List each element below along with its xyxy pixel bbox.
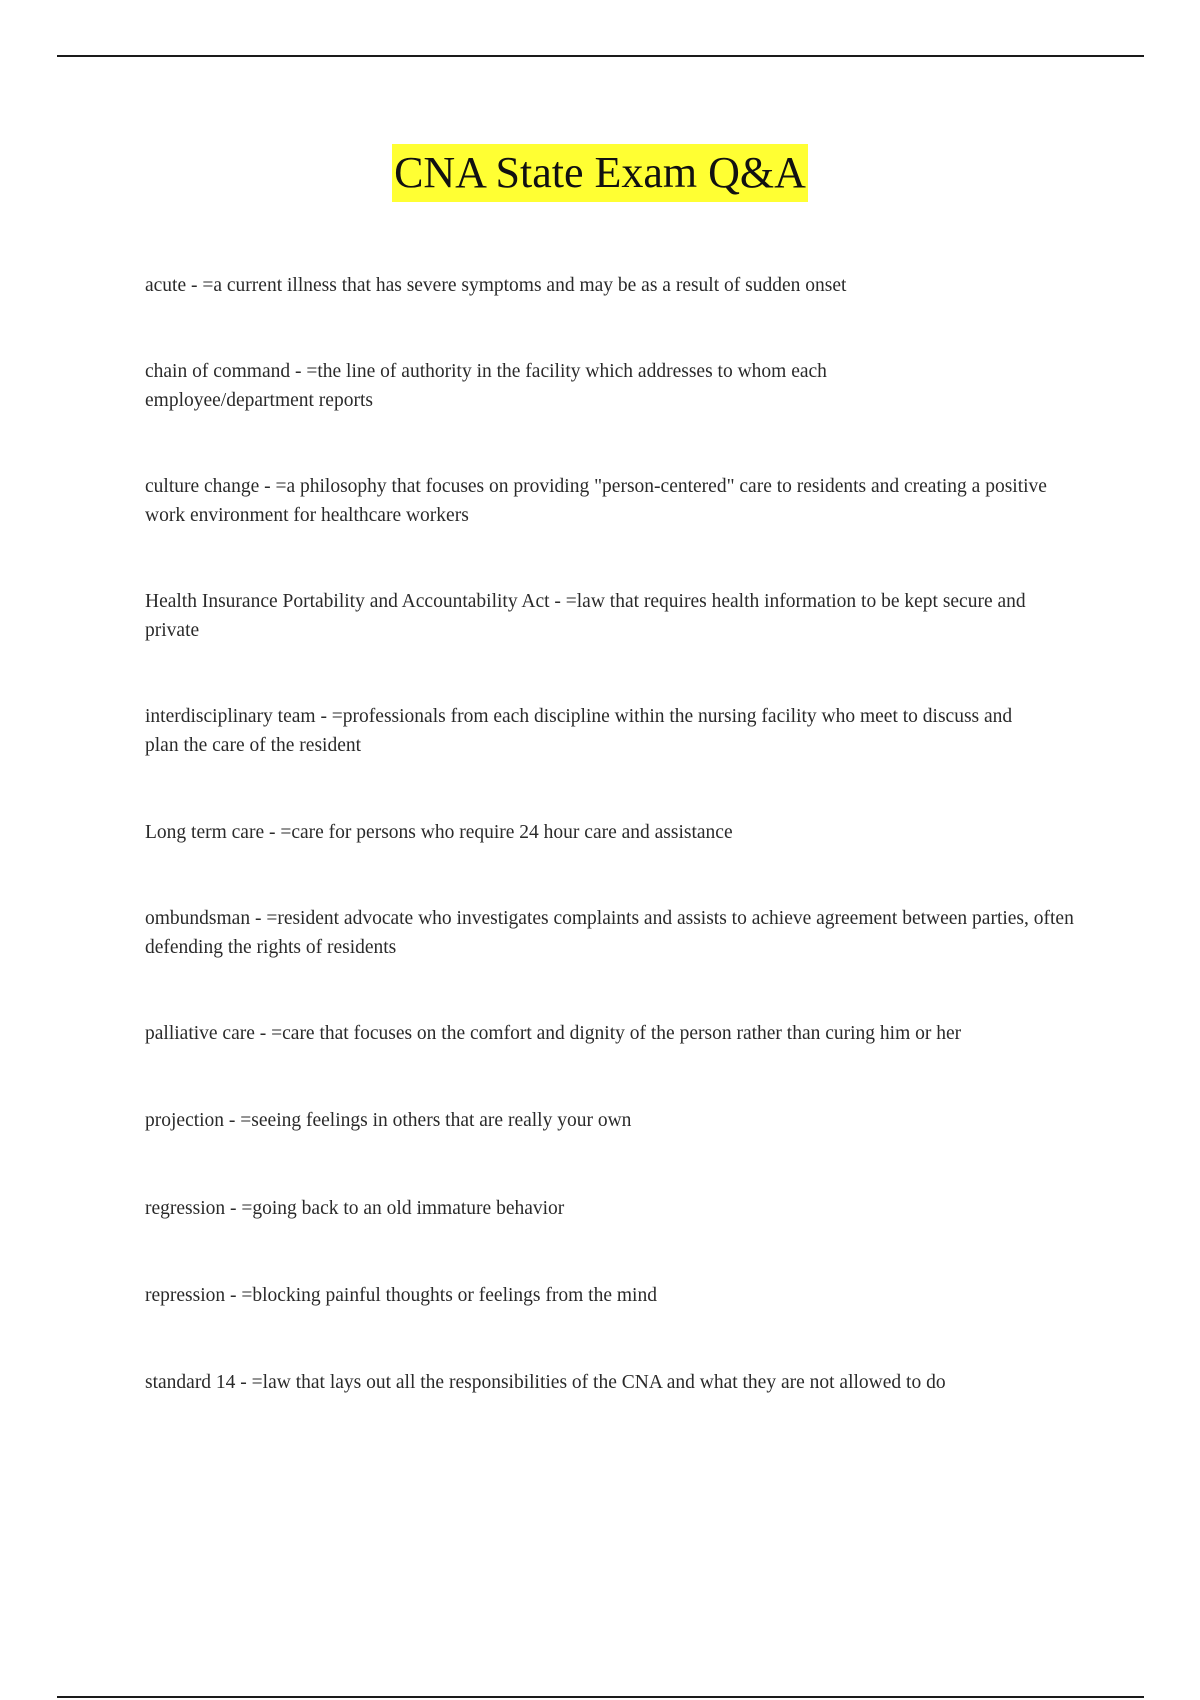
qa-entry: Health Insurance Portability and Accountability Act - =law that requires health information to be kept secure and private: [145, 591, 1026, 641]
qa-entry: regression - =going back to an old immature behavior: [145, 1198, 565, 1219]
qa-entry: palliative care - =care that focuses on the comfort and dignity of the person rather than curing him or her: [145, 1023, 962, 1044]
top-rule: [57, 55, 1144, 57]
qa-entry: standard 14 - =law that lays out all the responsibilities of the CNA and what they are not allowed to do: [145, 1372, 946, 1393]
bottom-rule: [57, 1696, 1144, 1698]
title-container: [0, 144, 1200, 202]
qa-entry: interdisciplinary team - =professionals from each discipline within the nursing facility who meet to discuss and plan the care of the resident: [145, 706, 1013, 756]
qa-entry: culture change - =a philosophy that focuses on providing "person-centered" care to residents and creating a positive work environment for healthcare workers: [145, 476, 1047, 526]
qa-entry: repression - =blocking painful thoughts or feelings from the mind: [145, 1285, 657, 1306]
qa-entry: acute - =a current illness that has severe symptoms and may be as a result of sudden onset: [145, 275, 847, 296]
qa-entry: Long term care - =care for persons who require 24 hour care and assistance: [145, 822, 733, 843]
qa-entry: projection - =seeing feelings in others that are really your own: [145, 1110, 632, 1131]
qa-entry: chain of command - =the line of authority in the facility which addresses to whom each employee/department reports: [145, 361, 827, 411]
qa-entry: ombundsman - =resident advocate who investigates complaints and assists to achieve agreement between parties, often defending the rights of residents: [145, 908, 1074, 958]
page-title: CNA State Exam Q&A: [392, 144, 808, 202]
